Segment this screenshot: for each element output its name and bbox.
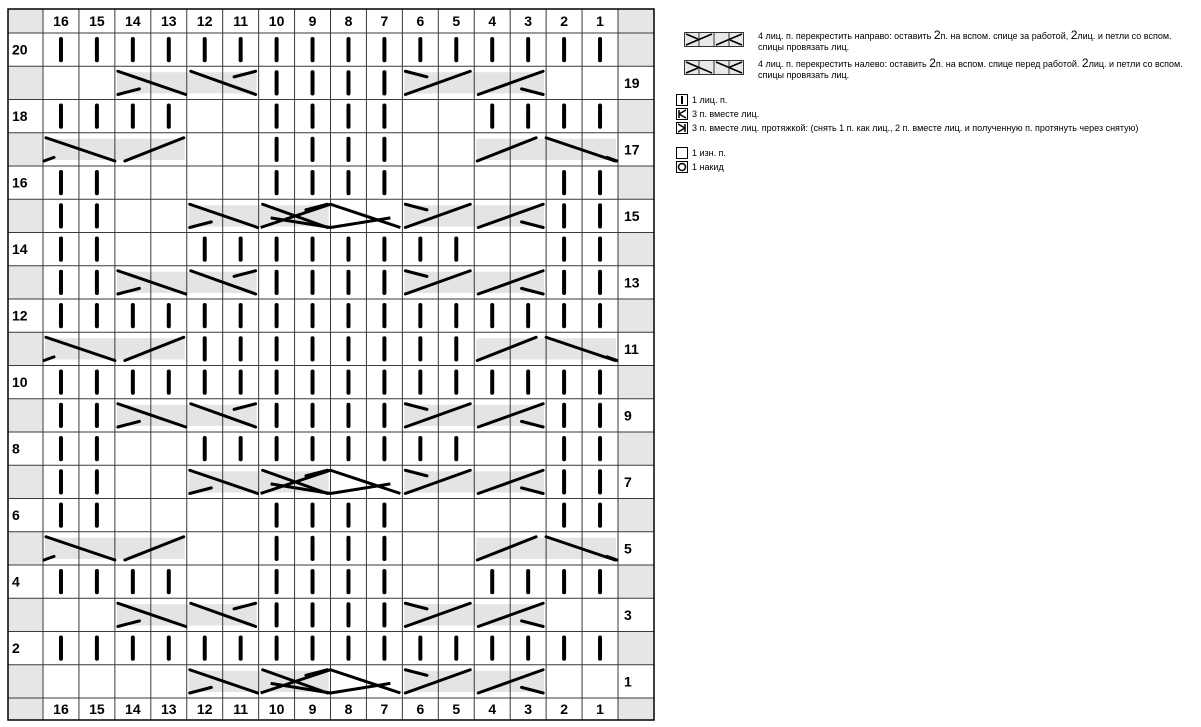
label-cell-right [618,499,654,532]
corner-cell [618,698,654,720]
column-number: 6 [416,701,425,717]
column-number: 1 [596,701,604,717]
yo-icon [676,161,688,173]
label-cell-left [8,266,43,299]
label-cell-left [8,199,43,232]
label-cell-left [8,465,43,498]
row-number: 10 [12,374,28,391]
column-number: 5 [452,701,461,717]
label-cell-left [8,532,43,565]
column-number: 13 [160,13,177,29]
label-cell-right [618,366,654,399]
corner-cell [8,9,43,33]
row-number: 8 [12,440,20,457]
label-cell-right [618,632,654,665]
legend-purl: 1 изн. п. [676,147,1196,160]
row-number: 16 [12,174,28,191]
column-number: 11 [233,13,249,29]
row-number: 6 [12,507,20,524]
label-cell-right [618,100,654,133]
chart-grid [8,9,654,720]
row-number: 20 [12,41,28,58]
column-number: 9 [308,701,317,717]
label-cell-left [8,332,43,365]
row-number: 14 [12,241,28,258]
cable-right-icon [684,32,744,48]
k3tog-icon [676,108,688,120]
column-number: 16 [53,13,69,29]
label-cell-right [618,299,654,332]
row-number: 18 [12,108,28,125]
column-number: 8 [344,13,353,29]
row-number: 2 [12,640,20,657]
legend-cable-left-text: 4 лиц. п. перекрестить налево: оставить 2п. на вспом. спице перед работой. 2лиц. и петли со вспом. спицы провязать лиц. [758,56,1183,80]
row-number: 9 [624,407,632,424]
row-number: 3 [624,606,632,623]
legend [676,30,1196,174]
column-number: 7 [380,13,389,29]
column-number: 14 [125,13,141,29]
label-cell-right [618,166,654,199]
label-cell-left [8,66,43,99]
column-number: 14 [125,701,141,717]
label-cell-left [8,133,43,166]
legend-cable-right [676,30,1196,58]
column-number: 3 [524,701,533,717]
column-number: 12 [196,13,213,29]
label-cell-right [618,233,654,266]
column-number: 16 [53,701,69,717]
row-number: 19 [624,74,640,91]
column-number: 8 [344,701,353,717]
column-number: 13 [160,701,177,717]
label-cell-left [8,665,43,698]
column-number: 7 [380,701,389,717]
purl-icon [676,147,688,159]
label-cell-left [8,598,43,631]
row-number: 4 [12,573,20,590]
legend-yo: 1 накид [676,161,1196,174]
row-number: 1 [624,673,632,690]
column-number: 12 [196,701,213,717]
label-cell-right [618,565,654,598]
column-number: 5 [452,13,461,29]
row-number: 7 [624,473,632,490]
legend-cable-left [676,58,1196,86]
knit-icon [676,94,688,106]
column-number: 10 [268,13,285,29]
column-number: 9 [308,13,317,29]
row-number: 17 [624,141,640,158]
label-cell-left [8,399,43,432]
corner-cell [8,698,43,720]
label-cell-right [618,432,654,465]
cable-left-icon [684,60,744,76]
row-number: 13 [624,274,640,291]
column-number: 2 [560,701,568,717]
column-number: 10 [268,701,285,717]
legend-cable-right-text: 4 лиц. п. перекрестить направо: оставить 2п. на вспом. спице за работой, 2лиц. и петли со вспом. спицы провязать лиц. [758,28,1172,52]
column-number: 15 [89,13,105,29]
row-number: 15 [624,207,640,224]
column-number: 4 [488,701,497,717]
corner-cell [618,9,654,33]
sk2p-icon [676,122,688,134]
column-number: 3 [524,13,533,29]
legend-knit: 1 лиц. п. [676,94,1196,107]
column-number: 11 [233,701,249,717]
column-number: 2 [560,13,568,29]
row-number: 5 [624,540,632,557]
column-number: 1 [596,13,604,29]
column-number: 4 [488,13,497,29]
legend-k3tog: 3 п. вместе лиц. [676,108,1196,121]
label-cell-right [618,33,654,66]
column-number: 6 [416,13,425,29]
row-number: 11 [624,340,639,357]
column-number: 15 [89,701,105,717]
legend-sk2p: 3 п. вместе лиц. протяжкой: (снять 1 п. как лиц., 2 п. вместе лиц. и полученную п. протянуть через снятую) [676,122,1196,146]
row-number: 12 [12,307,28,324]
